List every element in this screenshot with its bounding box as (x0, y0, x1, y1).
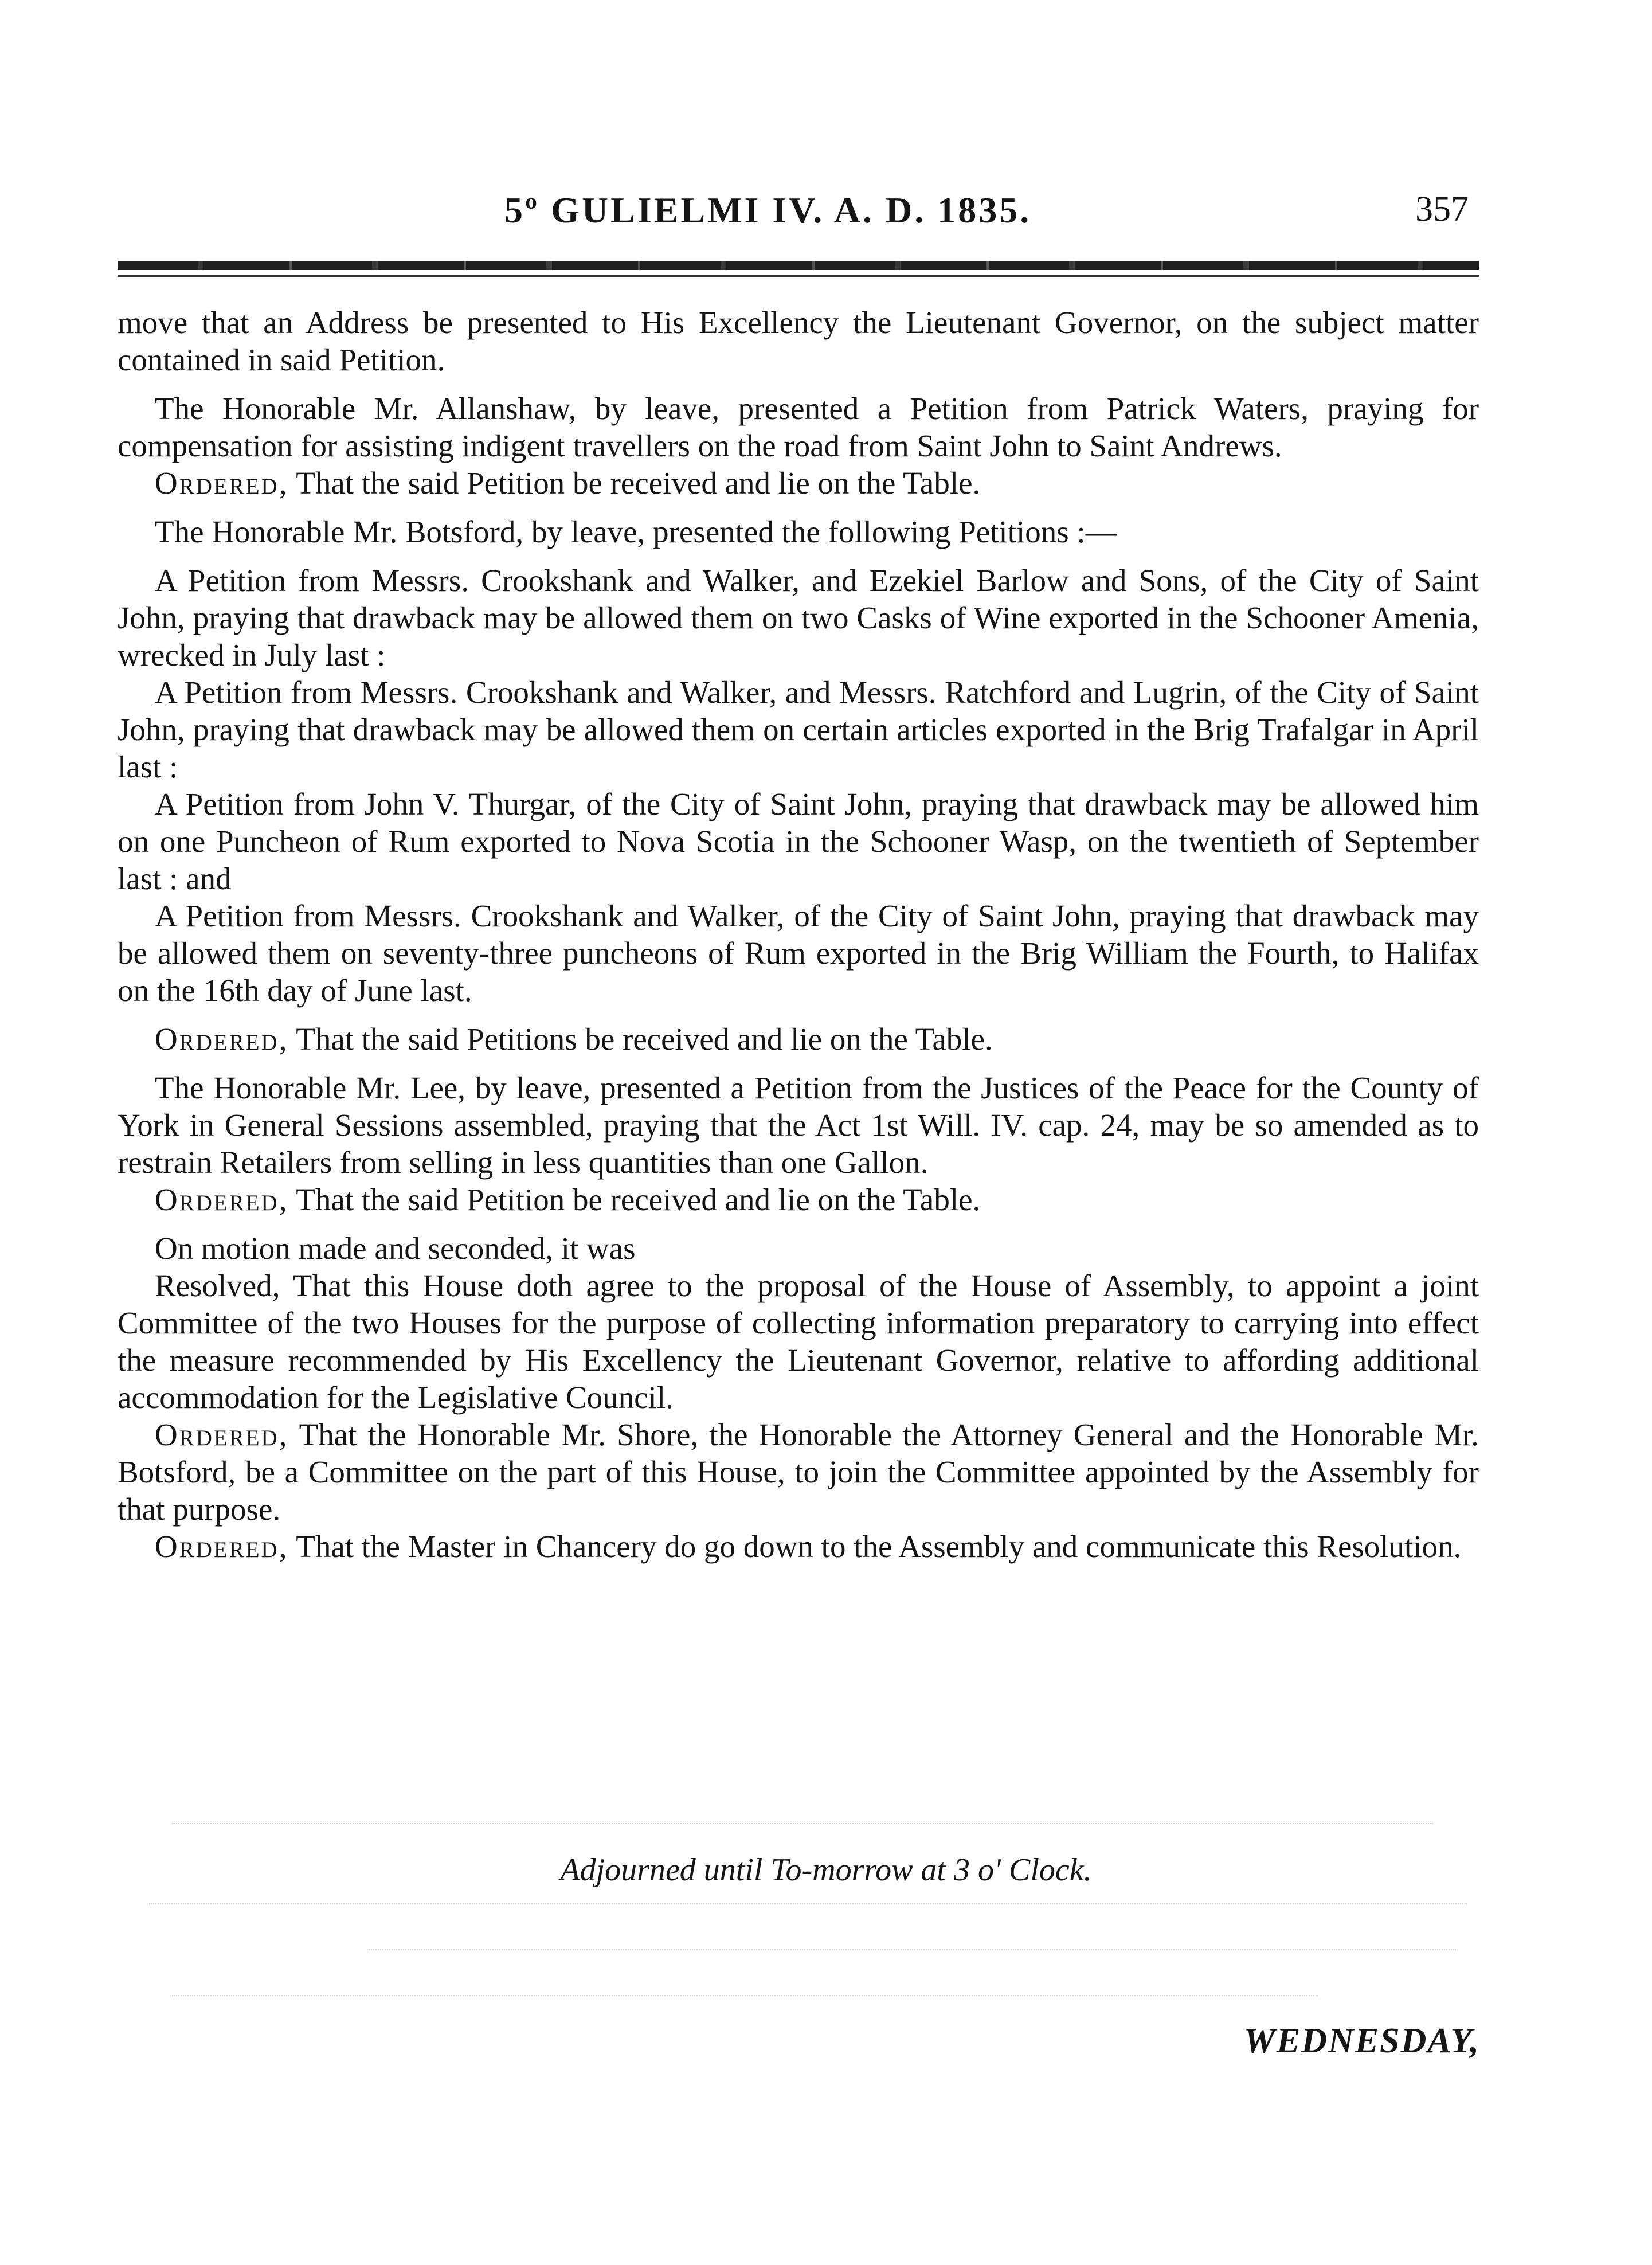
paragraph: The Honorable Mr. Botsford, by leave, presented the following Petitions :— (155, 514, 1117, 549)
body-text (118, 304, 1479, 1565)
paragraph: Ordered, That the Master in Chancery do go down to the Assembly and communicate this Resolution. (155, 1529, 1462, 1564)
paragraph: move that an Address be presented to His Excellency the Lieutenant Governor, on the subject matter contained in said Petition. (118, 305, 1479, 377)
paragraph: A Petition from Messrs. Crookshank and Walker, and Messrs. Ratchford and Lugrin, of the City of Saint John, praying that drawback may be allowed them on certain articles exported in the Brig Trafalgar in April last : (118, 675, 1479, 784)
catchword: WEDNESDAY, (1243, 2021, 1480, 2060)
paragraph: On motion made and seconded, it was (155, 1231, 636, 1266)
paragraph: A Petition from Messrs. Crookshank and Walker, and Ezekiel Barlow and Sons, of the City of Saint John, praying that drawback may be allowed them on two Casks of Wine exported in the Schooner Amenia, wrecked in July last : (118, 563, 1479, 672)
paragraph: The Honorable Mr. Allanshaw, by leave, presented a Petition from Patrick Waters, praying for compensation for assisting indigent travellers on the road from Saint John to Saint Andrews. (118, 391, 1479, 463)
paragraph: Resolved, That this House doth agree to the proposal of the House of Assembly, to appoint a joint Committee of the two Houses for the purpose of collecting information preparatory to carrying into effect the measure recommended by His Excellency the Lieutenant Governor, relative to affording additional accommodation for the Legislative Council. (118, 1268, 1479, 1415)
paragraph: Ordered, That the said Petition be received and lie on the Table. (155, 465, 981, 500)
header-rule (118, 261, 1479, 270)
bleed-through-mark (172, 1995, 1318, 2019)
adjournment-line: Adjourned until To-morrow at 3 o' Clock. (560, 1852, 1092, 1888)
paragraph: The Honorable Mr. Lee, by leave, presented a Petition from the Justices of the Peace for the County of York in General Sessions assembled, praying that the Act 1st Will. IV. cap. 24, may be so amended as to restrain Retailers from selling in less quantities than one Gallon. (118, 1070, 1479, 1180)
page-number: 357 (1415, 190, 1469, 229)
paragraph: A Petition from Messrs. Crookshank and Walker, of the City of Saint John, praying that drawback may be allowed them on seventy-three puncheons of Rum exported in the Brig William the Fourth, to Halifax on the 16th day of June last. (118, 898, 1479, 1008)
paragraph: Ordered, That the said Petitions be received and lie on the Table. (155, 1022, 993, 1057)
bleed-through-mark (172, 1823, 1433, 1847)
bleed-through-mark (367, 1949, 1456, 1973)
paragraph: A Petition from John V. Thurgar, of the City of Saint John, praying that drawback may be allowed him on one Puncheon of Rum exported to Nova Scotia in the Schooner Wasp, on the twentieth of September last : and (118, 787, 1479, 896)
paragraph: Ordered, That the Honorable Mr. Shore, the Honorable the Attorney General and the Honorable Mr. Botsford, be a Committee on the part of this House, to join the Committee appointed by the Assembly for that purpose. (118, 1417, 1479, 1527)
running-head: 5º GULIELMI IV. A. D. 1835. (504, 190, 1032, 230)
bleed-through-mark (149, 1903, 1467, 1927)
header-rule-thin (118, 275, 1479, 277)
paragraph: Ordered, That the said Petition be received and lie on the Table. (155, 1182, 981, 1217)
